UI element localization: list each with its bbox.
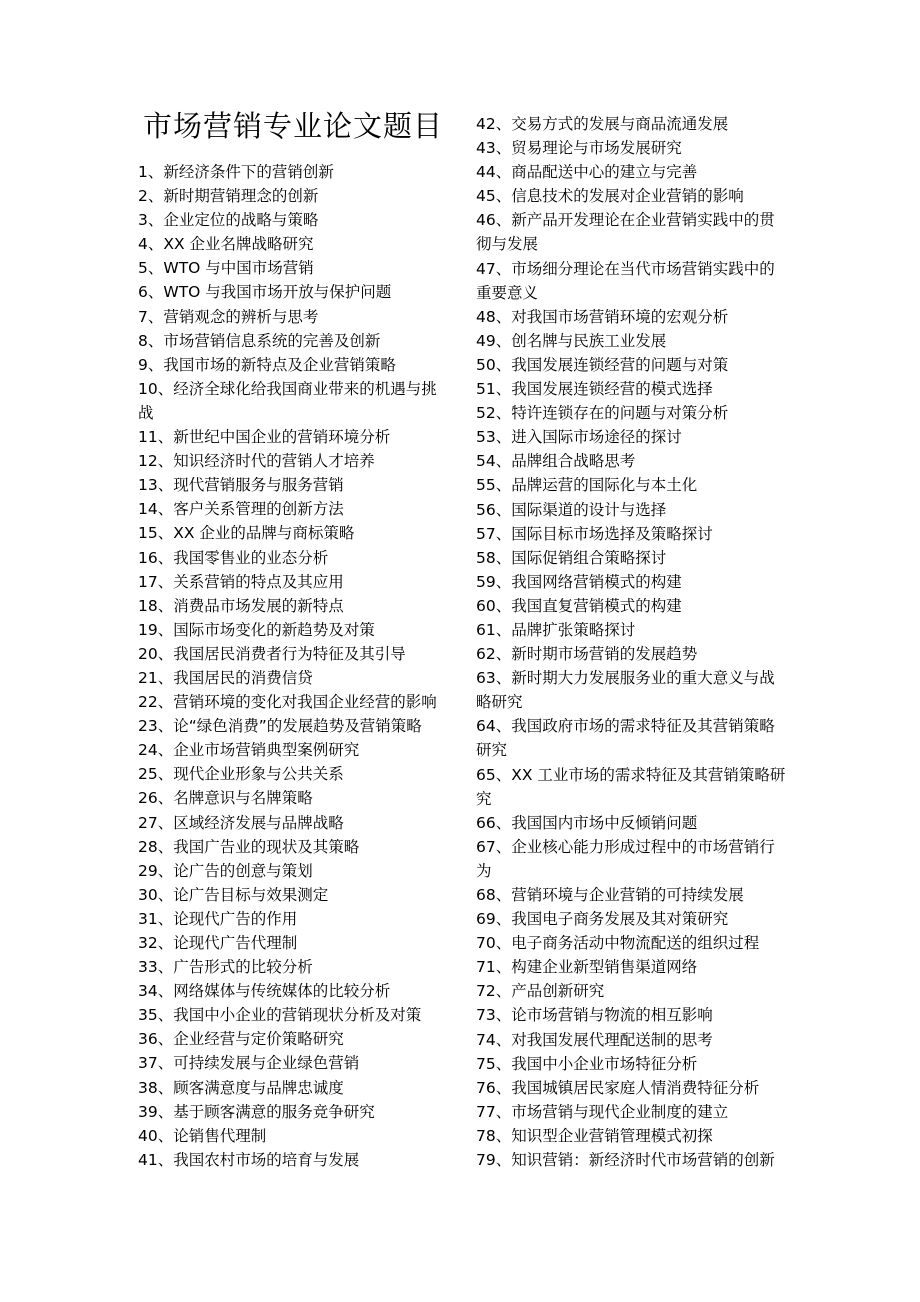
topic-item: 1、新经济条件下的营销创新 xyxy=(138,163,334,181)
topic-item: 72、产品创新研究 xyxy=(476,982,605,1001)
topic-item: 30、论广告目标与效果测定 xyxy=(138,885,329,904)
topic-item: 44、商品配送中心的建立与完善 xyxy=(476,163,698,182)
page-title: 市场营销专业论文题目 xyxy=(142,109,443,143)
topic-item: 49、创名牌与民族工业发展 xyxy=(476,331,667,350)
topic-item: 64、我国政府市场的需求特征及其营销策略研究 xyxy=(476,717,775,760)
topic-item: 19、国际市场变化的新趋势及对策 xyxy=(138,620,375,639)
topic-item: 27、区域经济发展与品牌战略 xyxy=(138,813,344,832)
topic-item: 57、国际目标市场选择及策略探讨 xyxy=(476,524,713,543)
topic-item: 5、WTO 与中国市场营销 xyxy=(138,259,314,278)
topic-item: 25、现代企业形象与公共关系 xyxy=(138,765,344,784)
topic-item: 71、构建企业新型销售渠道网络 xyxy=(476,958,698,977)
topic-item: 15、XX 企业的品牌与商标策略 xyxy=(138,524,355,543)
topic-item: 73、论市场营销与物流的相互影响 xyxy=(476,1006,713,1025)
topic-item: 38、顾客满意度与品牌忠诚度 xyxy=(138,1078,344,1097)
topic-item: 2、新时期营销理念的创新 xyxy=(138,187,319,206)
topic-item: 77、市场营销与现代企业制度的建立 xyxy=(476,1102,729,1121)
topic-list-right xyxy=(476,112,788,1172)
topic-item: 18、消费品市场发展的新特点 xyxy=(138,596,344,615)
topic-item: 10、经济全球化给我国商业带来的机遇与挑战 xyxy=(138,379,437,422)
topic-item: 75、我国中小企业市场特征分析 xyxy=(476,1054,698,1073)
topic-item: 9、我国市场的新特点及企业营销策略 xyxy=(138,355,396,374)
topic-item: 32、论现代广告代理制 xyxy=(138,934,298,952)
topic-item: 20、我国居民消费者行为特征及其引导 xyxy=(138,644,406,663)
topic-item: 34、网络媒体与传统媒体的比较分析 xyxy=(138,982,391,1001)
topic-item: 54、品牌组合战略思考 xyxy=(476,452,636,471)
topic-list-left xyxy=(138,160,450,1172)
topic-item: 61、品牌扩张策略探讨 xyxy=(476,620,636,639)
topic-item: 51、我国发展连锁经营的模式选择 xyxy=(476,380,713,399)
topic-item: 14、客户关系管理的创新方法 xyxy=(138,500,344,519)
topic-item: 70、电子商务活动中物流配送的组织过程 xyxy=(476,934,760,953)
topic-item: 8、市场营销信息系统的完善及创新 xyxy=(138,331,381,350)
topic-item: 50、我国发展连锁经营的问题与对策 xyxy=(476,355,729,374)
topic-item: 79、知识营销：新经济时代市场营销的创新 xyxy=(476,1151,775,1170)
topic-item: 53、进入国际市场途径的探讨 xyxy=(476,428,682,447)
topic-item: 7、营销观念的辨析与思考 xyxy=(138,307,319,326)
topic-item: 56、国际渠道的设计与选择 xyxy=(476,500,667,519)
topic-item: 48、对我国市场营销环境的宏观分析 xyxy=(476,307,729,326)
topic-item: 31、论现代广告的作用 xyxy=(138,909,298,928)
topic-item: 65、XX 工业市场的需求特征及其营销策略研究 xyxy=(476,765,786,808)
topic-item: 37、可持续发展与企业绿色营销 xyxy=(138,1054,360,1073)
topic-item: 43、贸易理论与市场发展研究 xyxy=(476,139,682,158)
topic-item: 39、基于顾客满意的服务竞争研究 xyxy=(138,1102,375,1121)
topic-item: 55、品牌运营的国际化与本土化 xyxy=(476,476,698,495)
topic-item: 36、企业经营与定价策略研究 xyxy=(138,1030,344,1049)
topic-item: 13、现代营销服务与服务营销 xyxy=(138,476,344,495)
topic-item: 33、广告形式的比较分析 xyxy=(138,958,313,977)
topic-item: 6、WTO 与我国市场开放与保护问题 xyxy=(138,283,392,302)
topic-item: 69、我国电子商务发展及其对策研究 xyxy=(476,910,729,929)
topic-item: 28、我国广告业的现状及其策略 xyxy=(138,837,360,856)
topic-item: 29、论广告的创意与策划 xyxy=(138,861,313,880)
topic-item: 17、关系营销的特点及其应用 xyxy=(138,572,344,591)
topic-item: 46、新产品开发理论在企业营销实践中的贯彻与发展 xyxy=(476,211,775,254)
topic-item: 68、营销环境与企业营销的可持续发展 xyxy=(476,886,744,904)
topic-item: 42、交易方式的发展与商品流通发展 xyxy=(476,115,729,133)
topic-item: 67、企业核心能力形成过程中的市场营销行为 xyxy=(476,837,775,880)
topic-item: 12、知识经济时代的营销人才培养 xyxy=(138,452,375,471)
topic-item: 40、论销售代理制 xyxy=(138,1126,267,1145)
topic-item: 4、XX 企业名牌战略研究 xyxy=(138,235,314,254)
topic-item: 74、对我国发展代理配送制的思考 xyxy=(476,1030,713,1049)
topic-item: 26、名牌意识与名牌策略 xyxy=(138,789,313,808)
topic-item: 66、我国国内市场中反倾销问题 xyxy=(476,813,698,832)
topic-item: 21、我国居民的消费信贷 xyxy=(138,668,313,687)
topic-item: 35、我国中小企业的营销现状分析及对策 xyxy=(138,1006,422,1025)
topic-item: 24、企业市场营销典型案例研究 xyxy=(138,741,360,760)
topic-item: 41、我国农村市场的培育与发展 xyxy=(138,1150,360,1169)
topic-item: 60、我国直复营销模式的构建 xyxy=(476,596,682,615)
topic-item: 3、企业定位的战略与策略 xyxy=(138,211,319,230)
topic-item: 23、论“绿色消费”的发展趋势及营销策略 xyxy=(138,717,422,736)
topic-item: 58、国际促销组合策略探讨 xyxy=(476,548,667,567)
topic-item: 16、我国零售业的业态分析 xyxy=(138,548,329,567)
topic-item: 76、我国城镇居民家庭人情消费特征分析 xyxy=(476,1078,760,1097)
topic-item: 63、新时期大力发展服务业的重大意义与战略研究 xyxy=(476,669,775,712)
topic-item: 52、特许连锁存在的问题与对策分析 xyxy=(476,404,729,423)
topic-item: 11、新世纪中国企业的营销环境分析 xyxy=(138,428,391,447)
topic-item: 45、信息技术的发展对企业营销的影响 xyxy=(476,187,744,206)
topic-item: 62、新时期市场营销的发展趋势 xyxy=(476,645,698,664)
topic-item: 78、知识型企业营销管理模式初探 xyxy=(476,1126,713,1145)
topic-item: 22、营销环境的变化对我国企业经营的影响 xyxy=(138,693,437,712)
topic-item: 47、市场细分理论在当代市场营销实践中的重要意义 xyxy=(476,259,775,302)
topic-item: 59、我国网络营销模式的构建 xyxy=(476,572,682,591)
